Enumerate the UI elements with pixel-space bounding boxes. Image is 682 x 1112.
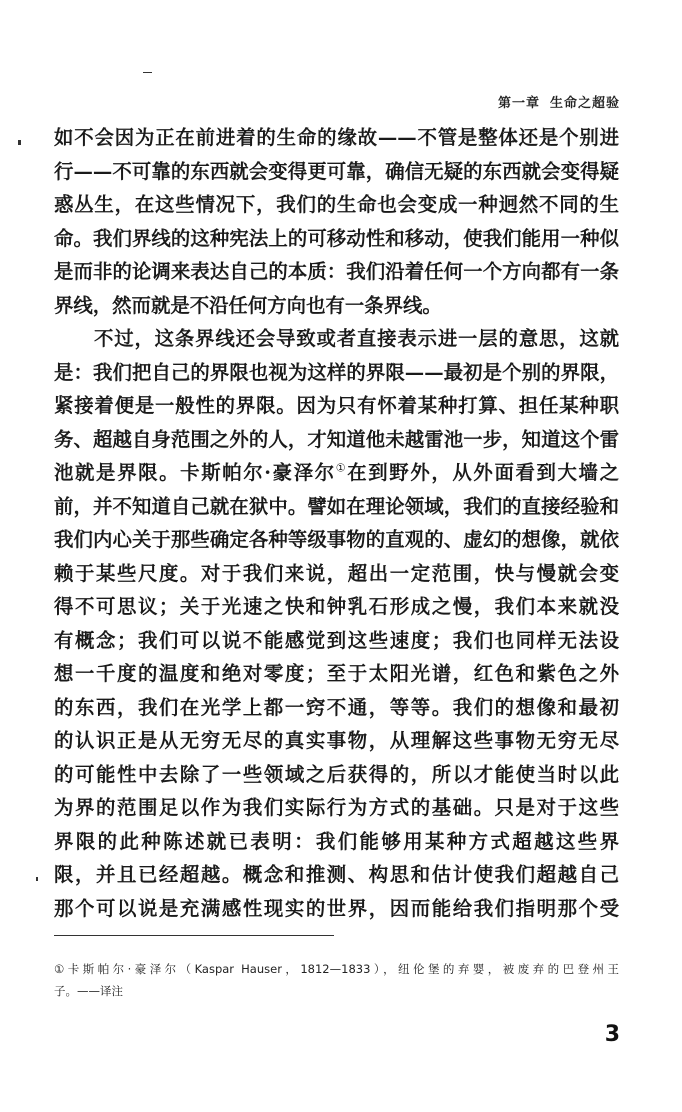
scan-mark xyxy=(36,877,38,881)
text-line: 界线，然而就是不沿任何方向也有一条界线。 xyxy=(54,293,442,317)
text-line: 务、超越自身范围之外的人，才知道他未越雷池一步，知道这个雷 xyxy=(54,427,619,451)
footnote-line: 子。——译注 xyxy=(54,984,123,998)
text-segment: 池就是界限。卡斯帕尔·豪泽尔 xyxy=(54,461,336,484)
text-line: 惑丛生，在这些情况下，我们的生命也会变成一种迥然不同的生 xyxy=(54,193,619,216)
text-line: 行——不可靠的东西就会变得更可靠，确信无疑的东西就会变得疑 xyxy=(54,159,619,183)
text-line: 界限的此种陈述就已表明：我们能够用某种方式超越这些界 xyxy=(54,829,619,853)
running-header xyxy=(498,92,620,111)
text-line: 我们内心关于那些确定各种等级事物的直观的、虚幻的想像，就依 xyxy=(54,528,619,551)
text-line: 是而非的论调来表达自己的本质：我们沿着任何一个方向都有一条 xyxy=(54,260,619,283)
text-line: 紧接着便是一般性的界限。因为只有怀着某种打算、担任某种职 xyxy=(54,394,619,417)
text-line: 限，并且已经超越。概念和推测、构思和估计使我们超越自己 xyxy=(54,863,619,886)
text-line: 如不会因为正在前进着的生命的缘故——不管是整体还是个别进 xyxy=(54,126,619,149)
text-line: 想一千度的温度和绝对零度；至于太阳光谱，红色和紫色之外 xyxy=(54,662,619,685)
text-line: 的东西，我们在光学上都一窍不通，等等。我们的想像和最初 xyxy=(54,695,619,719)
text-line: 有概念；我们可以说不能感觉到这些速度；我们也同样无法设 xyxy=(54,628,619,652)
footnote-divider xyxy=(54,935,334,936)
scan-mark xyxy=(143,72,152,73)
text-line: 为界的范围足以作为我们实际行为方式的基础。只是对于这些 xyxy=(54,796,619,819)
text-line: 前，并不知道自己就在狱中。譬如在理论领域，我们的直接经验和 xyxy=(54,494,619,518)
footnote-line: ①卡斯帕尔·豪泽尔（Kaspar Hauser，1812—1833），纽伦堡的弃婴，被废弃的巴登州王 xyxy=(54,962,619,976)
footnote-reference[interactable]: ① xyxy=(335,461,348,475)
page-number: 3 xyxy=(604,1022,620,1047)
text-line: 的认识正是从无穷无尽的真实事物，从理解这些事物无穷无尽 xyxy=(54,729,619,752)
text-line: 是：我们把自己的界限也视为这样的界限——最初是个别的界限， xyxy=(54,360,619,384)
text-line: 的可能性中去除了一些领域之后获得的，所以才能使当时以此 xyxy=(54,762,619,786)
footnote xyxy=(54,958,619,1002)
text-segment: 在到野外，从外面看到大墙之 xyxy=(347,461,619,484)
body-text xyxy=(54,121,619,925)
chapter-title: 生命之超验 xyxy=(549,96,620,111)
text-line: 命。我们界线的这种宪法上的可移动性和移动，使我们能用一种似 xyxy=(54,226,619,250)
text-line: 得不可思议；关于光速之快和钟乳石形成之慢，我们本来就没 xyxy=(54,595,619,618)
text-line: 那个可以说是充满感性现实的世界，因而能给我们指明那个受 xyxy=(54,896,619,920)
text-line: 不过，这条界线还会导致或者直接表示进一层的意思，这就 xyxy=(94,327,619,350)
text-line: 赖于某些尺度。对于我们来说，超出一定范围，快与慢就会变 xyxy=(54,561,619,585)
text-line-with-footnote xyxy=(54,456,619,490)
paragraph-1 xyxy=(54,121,619,322)
chapter-label: 第一章 xyxy=(497,96,540,111)
scan-mark xyxy=(18,140,21,145)
paragraph-2 xyxy=(54,322,619,925)
